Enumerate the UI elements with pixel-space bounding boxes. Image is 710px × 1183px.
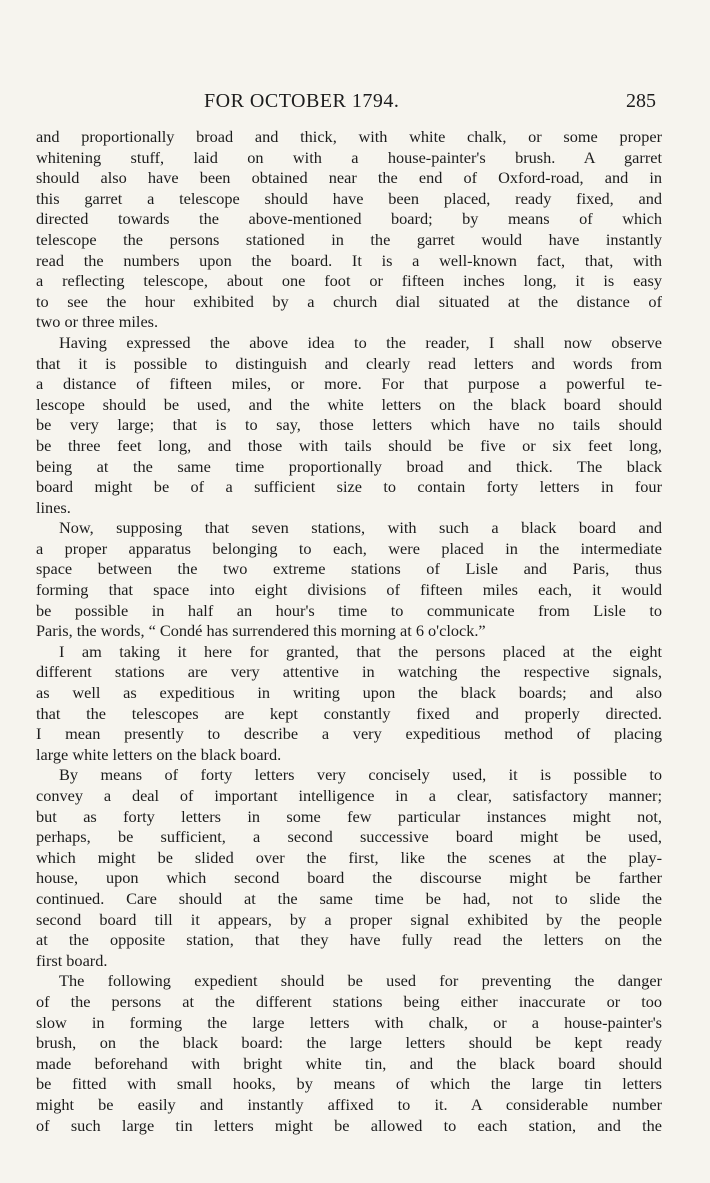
text-line: as well as expeditious in writing upon the black boards; and also bbox=[36, 683, 662, 703]
text-line: be very large; that is to say, those letters which have no tails should bbox=[36, 415, 662, 435]
text-line: a proper apparatus belonging to each, were placed in the intermediate bbox=[36, 538, 662, 558]
text-line: large white letters on the black board. bbox=[36, 744, 282, 764]
text-line: Paris, the words, “ Condé has surrendered this morning at 6 o'clock.” bbox=[36, 621, 486, 641]
text-line: convey a deal of important intelligence in a clear, satisfactory manner; bbox=[36, 786, 662, 805]
text-line: Now, supposing that seven stations, with such a black board and bbox=[59, 518, 662, 538]
text-line: Having expressed the above idea to the reader, I shall now observe bbox=[59, 332, 662, 352]
text-line: whitening stuff, laid on with a house-painter's brush. A garret bbox=[36, 147, 662, 167]
text-line: be possible in half an hour's time to communicate from Lisle to bbox=[36, 600, 662, 620]
text-line: of such large tin letters might be allowed to each station, and the bbox=[36, 1115, 662, 1135]
text-line: of the persons at the different stations being either inaccurate or too bbox=[36, 991, 662, 1011]
running-title: FOR OCTOBER 1794. bbox=[204, 90, 400, 112]
text-line: second board till it appears, by a proper signal exhibited by the people bbox=[36, 909, 662, 929]
text-line: should also have been obtained near the end of Oxford-road, and in bbox=[36, 168, 662, 188]
text-line: slow in forming the large letters with chalk, or a house-painter's bbox=[36, 1012, 662, 1032]
text-line: The following expedient should be used for preventing the danger bbox=[59, 971, 662, 991]
text-line: I mean presently to describe a very expeditious method of placing bbox=[36, 724, 662, 744]
text-line: forming that space into eight divisions of fifteen miles each, it would bbox=[36, 580, 662, 600]
text-line: being at the same time proportionally broad and thick. The black bbox=[36, 456, 662, 476]
text-line: house, upon which second board the discourse might be farther bbox=[36, 868, 662, 888]
text-line: I am taking it here for granted, that the persons placed at the eight bbox=[59, 641, 662, 661]
text-line: to see the hour exhibited by a church dial situated at the distance of bbox=[36, 291, 662, 311]
text-line: made beforehand with bright white tin, and the black board should bbox=[36, 1053, 662, 1073]
page-number: 285 bbox=[626, 90, 656, 112]
text-line: space between the two extreme stations of Lisle and Paris, thus bbox=[36, 559, 662, 579]
text-line: first board. bbox=[36, 950, 108, 970]
text-line: perhaps, be sufficient, a second successive board might be used, bbox=[36, 827, 662, 847]
page-header bbox=[36, 90, 656, 120]
text-line: this garret a telescope should have been placed, ready fixed, and bbox=[36, 188, 662, 208]
text-line: a reflecting telescope, about one foot or fifteen inches long, it is easy bbox=[36, 271, 662, 291]
text-line: continued. Care should at the same time be had, not to slide the bbox=[36, 888, 662, 908]
text-line: different stations are very attentive in watching the respective signals, bbox=[36, 662, 662, 682]
text-line: lescope should be used, and the white letters on the black board should bbox=[36, 394, 662, 414]
text-line: at the opposite station, that they have fully read the letters on the bbox=[36, 930, 662, 950]
text-line: that the telescopes are kept constantly fixed and properly directed. bbox=[36, 703, 662, 723]
text-line: telescope the persons stationed in the garret would have instantly bbox=[36, 229, 662, 249]
text-line: be three feet long, and those with tails should be five or six feet long, bbox=[36, 435, 662, 455]
text-line: directed towards the above-mentioned board; by means of which bbox=[36, 209, 662, 229]
text-line: a distance of fifteen miles, or more. For that purpose a powerful te- bbox=[36, 374, 662, 394]
text-line: that it is possible to distinguish and clearly read letters and words from bbox=[36, 353, 662, 373]
text-line: two or three miles. bbox=[36, 312, 159, 332]
text-line: lines. bbox=[36, 497, 71, 517]
text-line: board might be of a sufficient size to contain forty letters in four bbox=[36, 477, 662, 497]
text-line: might be easily and instantly affixed to it. A considerable number bbox=[36, 1094, 662, 1114]
text-line: brush, on the black board: the large letters should be kept ready bbox=[36, 1033, 662, 1053]
text-line: read the numbers upon the board. It is a well-known fact, that, with bbox=[36, 250, 662, 270]
text-line: and proportionally broad and thick, with white chalk, or some proper bbox=[36, 127, 662, 146]
text-line: be fitted with small hooks, by means of which the large tin letters bbox=[36, 1074, 662, 1094]
text-line: but as forty letters in some few particular instances might not, bbox=[36, 806, 662, 826]
text-line: By means of forty letters very concisely used, it is possible to bbox=[59, 765, 662, 785]
text-line: which might be slided over the first, like the scenes at the play- bbox=[36, 847, 662, 867]
body-text bbox=[36, 127, 662, 1136]
